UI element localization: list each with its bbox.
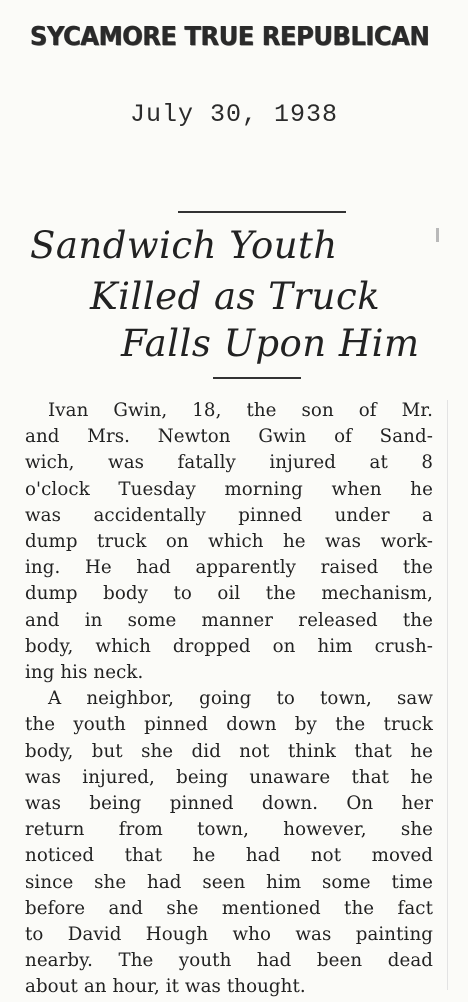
headline-bottom-rule	[213, 377, 301, 379]
body-line: return from town, however, she	[25, 819, 433, 841]
body-line: nearby. The youth had been dead	[25, 950, 433, 972]
body-line: was accidentally pinned under a	[25, 504, 433, 526]
masthead-stamp: SYCAMORE TRUE REPUBLICAN	[30, 22, 430, 52]
body-line: dump truck on which he was work-	[25, 531, 433, 552]
body-line: and Mrs. Newton Gwin of Sand-	[25, 426, 433, 448]
headline-line-1: Sandwich Youth	[30, 224, 338, 267]
column-divider	[447, 400, 448, 990]
column-mark	[436, 228, 439, 242]
body-line: about an hour, it was thought.	[25, 976, 306, 998]
body-line: body, which dropped on him crush-	[25, 635, 433, 657]
body-line: A neighbor, going to town, saw	[48, 688, 433, 710]
body-line: o'clock Tuesday morning when he	[25, 478, 433, 500]
body-line: Ivan Gwin, 18, the son of Mr.	[48, 400, 433, 421]
body-line: since she had seen him some time	[25, 871, 433, 893]
body-line: before and she mentioned the fact	[25, 897, 433, 919]
body-line: was being pinned down. On her	[25, 793, 433, 814]
body-line: was injured, being unaware that he	[25, 766, 433, 788]
body-line: dump body to oil the mechanism,	[25, 583, 433, 605]
body-line: and in some manner released the	[25, 609, 433, 631]
body-line: ing his neck.	[25, 662, 144, 683]
headline-line-3: Falls Upon Him	[121, 322, 420, 365]
headline-line-2: Killed as Truck	[90, 275, 381, 318]
publication-date: July 30, 1938	[130, 100, 339, 129]
body-line: wich, was fatally injured at 8	[25, 452, 433, 474]
body-line: to David Hough who was painting	[25, 924, 433, 945]
body-line: ing. He had apparently raised the	[25, 557, 433, 579]
body-line: body, but she did not think that he	[25, 740, 433, 762]
body-line: noticed that he had not moved	[25, 845, 433, 867]
body-line: the youth pinned down by the truck	[25, 714, 433, 736]
headline-top-rule	[178, 211, 346, 213]
